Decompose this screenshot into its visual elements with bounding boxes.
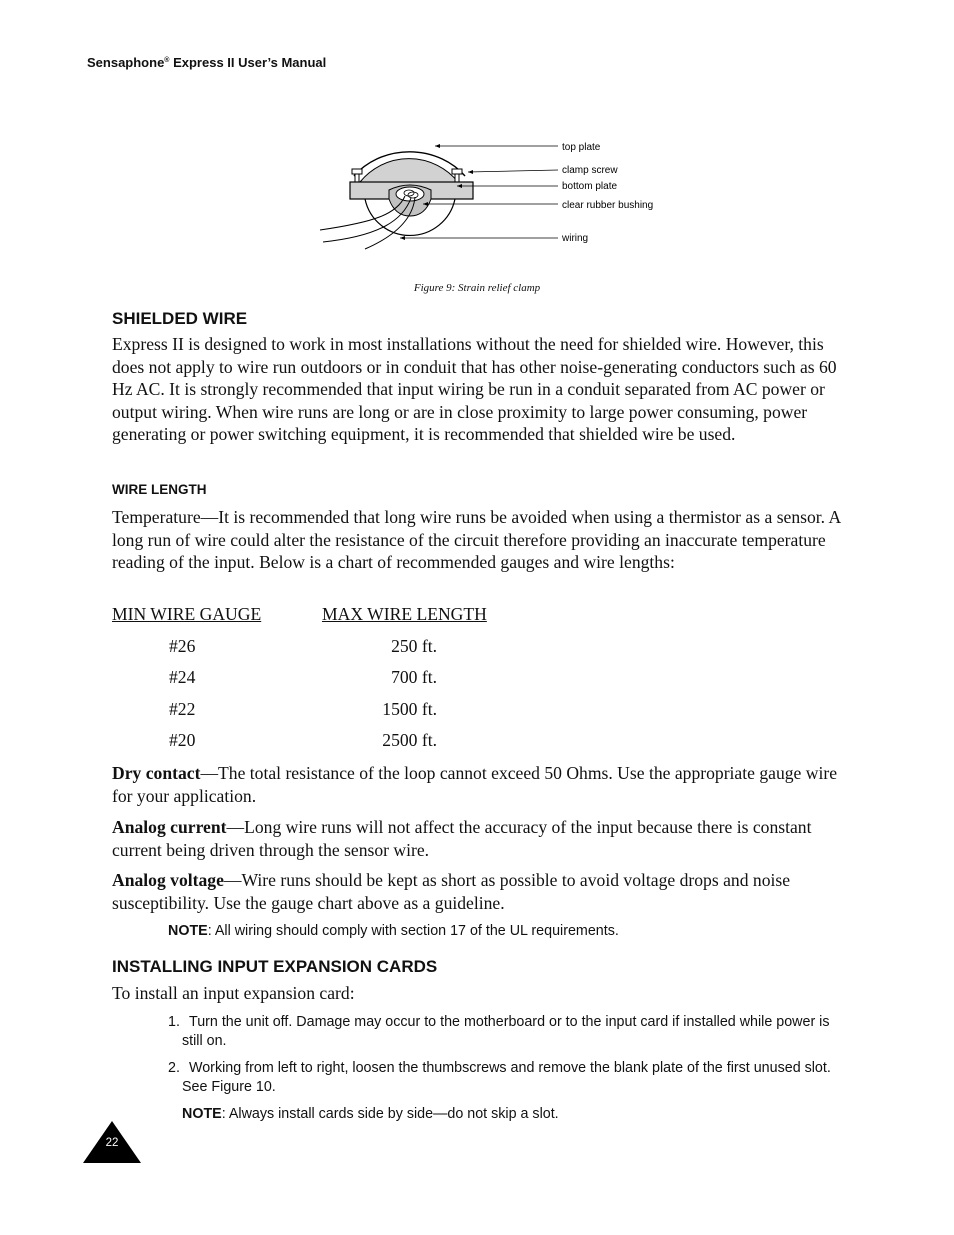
header-brand: Sensaphone <box>87 55 165 70</box>
table-cell-gauge: #22 <box>169 699 196 719</box>
note-side-by-side <box>182 1106 559 1122</box>
table-cell-length: 250 ft. <box>391 636 437 656</box>
registered-mark: ® <box>164 57 170 64</box>
strain-relief-clamp-figure <box>315 124 675 252</box>
analog-voltage-text: —Wire runs should be kept as short as possible to avoid voltage drops and noise susceptibility. Use the gauge chart above as a guideline. <box>112 870 791 913</box>
note-wiring <box>168 923 619 939</box>
list-item <box>168 1059 848 1096</box>
bushing-hole <box>396 187 424 201</box>
analog-current-text: —Long wire runs will not affect the accuracy of the input because there is constant current being driven through the sensor wire. <box>112 817 812 860</box>
analog-current-term: Analog current <box>112 817 227 837</box>
header-title: Express II User’s Manual <box>169 55 327 70</box>
step-number: 2. <box>168 1060 180 1076</box>
temperature-paragraph: Temperature—It is recommended that long wire runs be avoided when using a thermistor as a sensor. A long run of wire could alter the resistance of the circuit therefore providing an inaccurate temperature reading of the input. Below is a chart of recommended gauges and wire lengths: <box>112 507 841 573</box>
shielded-wire-paragraph: Express II is designed to work in most installations without the need for shielded wire. However, this does not apply to wire run outdoors or in conduit that has other noise-generating conductors such as 60 Hz AC. It is strongly recommended that input wiring be run in a conduit separated from AC power or output wiring. When wire runs are long or are in close proximity to large power consuming, power generating or power switching equipment, it is recommended that shielded wire be used. <box>112 334 837 445</box>
table-header-gauge: MIN WIRE GAUGE <box>112 604 262 624</box>
step-text: Working from left to right, loosen the thumbscrews and remove the blank plate of the first unused slot. See Figure 10. <box>182 1060 831 1095</box>
figure-caption: Figure 9: Strain relief clamp <box>413 282 541 294</box>
note-label: NOTE <box>168 923 208 939</box>
label-clamp-screw: clamp screw <box>562 165 618 176</box>
analog-voltage-paragraph <box>112 869 847 914</box>
label-bottom-plate: bottom plate <box>562 181 618 192</box>
label-wiring: wiring <box>562 233 589 244</box>
list-item <box>168 1013 848 1050</box>
note-text: : Always install cards side by side—do not skip a slot. <box>221 1106 559 1122</box>
label-bushing: clear rubber bushing <box>562 200 654 211</box>
note-text: : All wiring should comply with section 17 of the UL requirements. <box>207 923 619 939</box>
label-top-plate: top plate <box>562 142 601 153</box>
dry-contact-text: —The total resistance of the loop cannot exceed 50 Ohms. Use the appropriate gauge wire for your application. <box>112 763 838 806</box>
step-number: 1. <box>168 1014 180 1030</box>
section-title-wire-length: WIRE LENGTH <box>112 482 207 497</box>
analog-voltage-term: Analog voltage <box>112 870 224 890</box>
note-label: NOTE <box>182 1106 222 1122</box>
step-text: Turn the unit off. Damage may occur to the motherboard or to the input card if installed while power is still on. <box>182 1014 830 1049</box>
section-title-expansion-cards: INSTALLING INPUT EXPANSION CARDS <box>112 957 438 976</box>
table-cell-length: 2500 ft. <box>382 730 437 750</box>
dry-contact-term: Dry contact <box>112 763 201 783</box>
running-header <box>87 55 326 70</box>
clamp-screw-left <box>352 169 362 182</box>
table-cell-length: 700 ft. <box>391 667 437 687</box>
page-number: 22 <box>105 1137 119 1149</box>
table-header-length: MAX WIRE LENGTH <box>322 604 487 624</box>
expansion-intro: To install an input expansion card: <box>112 983 355 1003</box>
table-cell-gauge: #20 <box>169 730 196 750</box>
top-plate-shape <box>360 159 458 182</box>
table-cell-gauge: #26 <box>169 636 196 656</box>
dry-contact-paragraph <box>112 762 847 807</box>
section-title-shielded-wire: SHIELDED WIRE <box>112 309 248 328</box>
table-cell-gauge: #24 <box>169 667 196 687</box>
analog-current-paragraph <box>112 816 847 861</box>
table-cell-length: 1500 ft. <box>382 699 437 719</box>
